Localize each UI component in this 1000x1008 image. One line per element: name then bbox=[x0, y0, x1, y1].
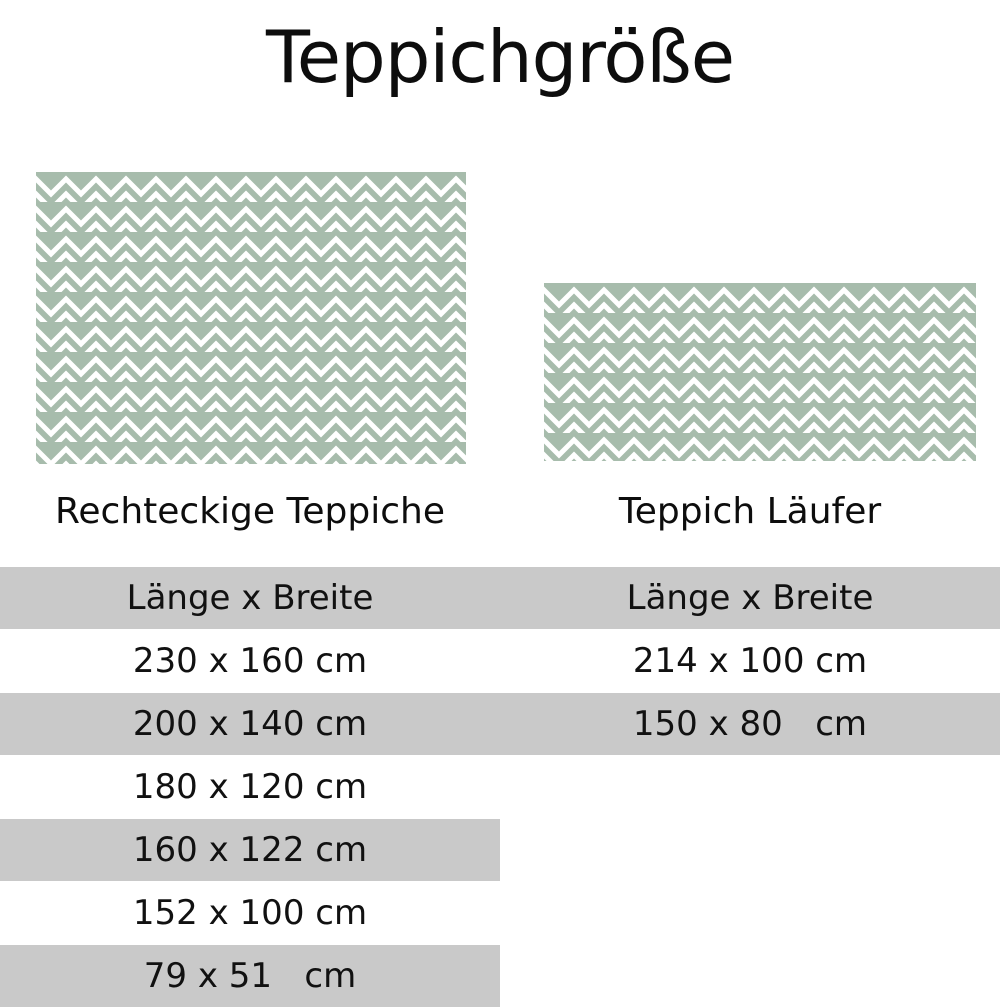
size-runner bbox=[500, 882, 1000, 945]
size-runner bbox=[500, 945, 1000, 1008]
page-title: Teppichgröße bbox=[265, 15, 735, 99]
size-runner: 150 x 80 cm bbox=[500, 693, 1000, 756]
size-rect: 200 x 140 cm bbox=[0, 693, 500, 756]
size-rect: 79 x 51 cm bbox=[0, 945, 500, 1008]
chevron-pattern-icon bbox=[36, 172, 466, 464]
runner-rug-caption: Teppich Läufer bbox=[618, 491, 882, 532]
size-runner bbox=[500, 756, 1000, 819]
size-rect: 152 x 100 cm bbox=[0, 882, 500, 945]
size-runner: 214 x 100 cm bbox=[500, 630, 1000, 693]
size-runner bbox=[500, 819, 1000, 882]
size-rect: 180 x 120 cm bbox=[0, 756, 500, 819]
rectangular-rug-swatch bbox=[36, 172, 466, 464]
table-row bbox=[0, 945, 1000, 1008]
table-row bbox=[0, 756, 1000, 819]
size-table bbox=[0, 566, 1000, 1008]
table-row bbox=[0, 882, 1000, 945]
table-row bbox=[0, 630, 1000, 693]
rectangular-rug-caption: Rechteckige Teppiche bbox=[55, 491, 445, 532]
table-row bbox=[0, 819, 1000, 882]
header-runner: Länge x Breite bbox=[500, 567, 1000, 630]
size-rect: 160 x 122 cm bbox=[0, 819, 500, 882]
table-header-row bbox=[0, 567, 1000, 630]
size-rect: 230 x 160 cm bbox=[0, 630, 500, 693]
chevron-pattern-icon bbox=[544, 283, 976, 461]
header-rect: Länge x Breite bbox=[0, 567, 500, 630]
table-row bbox=[0, 693, 1000, 756]
runner-rug-swatch bbox=[544, 283, 976, 461]
